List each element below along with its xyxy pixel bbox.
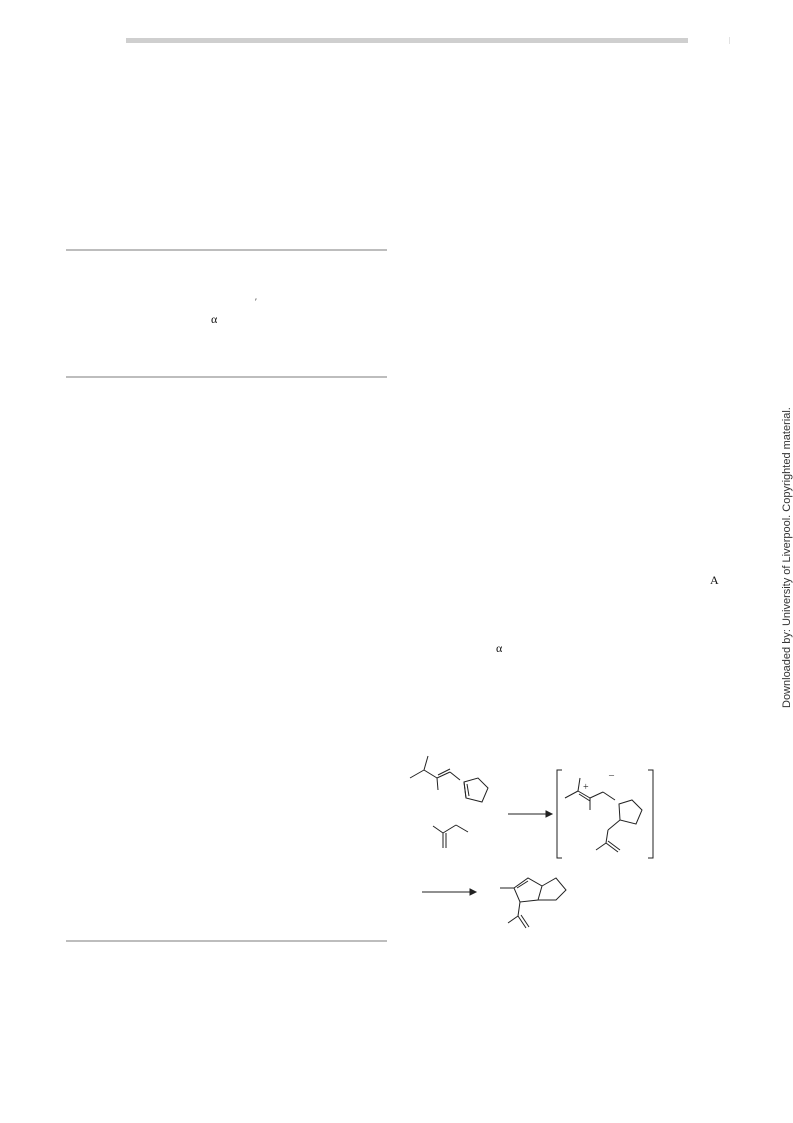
prime-symbol: ′ <box>255 297 257 307</box>
download-notice: Downloaded by: University of Liverpool. Copyrighted material. <box>781 407 793 708</box>
negative-charge: – <box>609 770 614 781</box>
header-bar <box>126 38 688 43</box>
section-rule-top <box>66 249 387 251</box>
reaction-arrow-2 <box>422 889 476 895</box>
reaction-scheme-drawing <box>400 748 670 938</box>
intermediate-structure <box>557 770 653 858</box>
alpha-symbol-left: α <box>211 312 218 326</box>
positive-charge: + <box>583 782 589 793</box>
reaction-scheme <box>400 748 670 938</box>
letter-a: A <box>710 573 719 587</box>
corner-mark <box>729 37 730 44</box>
reactant-structure-2 <box>433 825 468 848</box>
reaction-arrow-1 <box>508 811 552 817</box>
product-structure <box>500 878 566 928</box>
section-rule-middle <box>66 376 387 378</box>
alpha-symbol-right: α <box>496 641 503 655</box>
section-rule-bottom <box>66 940 387 942</box>
reactant-structure-1 <box>410 756 488 802</box>
